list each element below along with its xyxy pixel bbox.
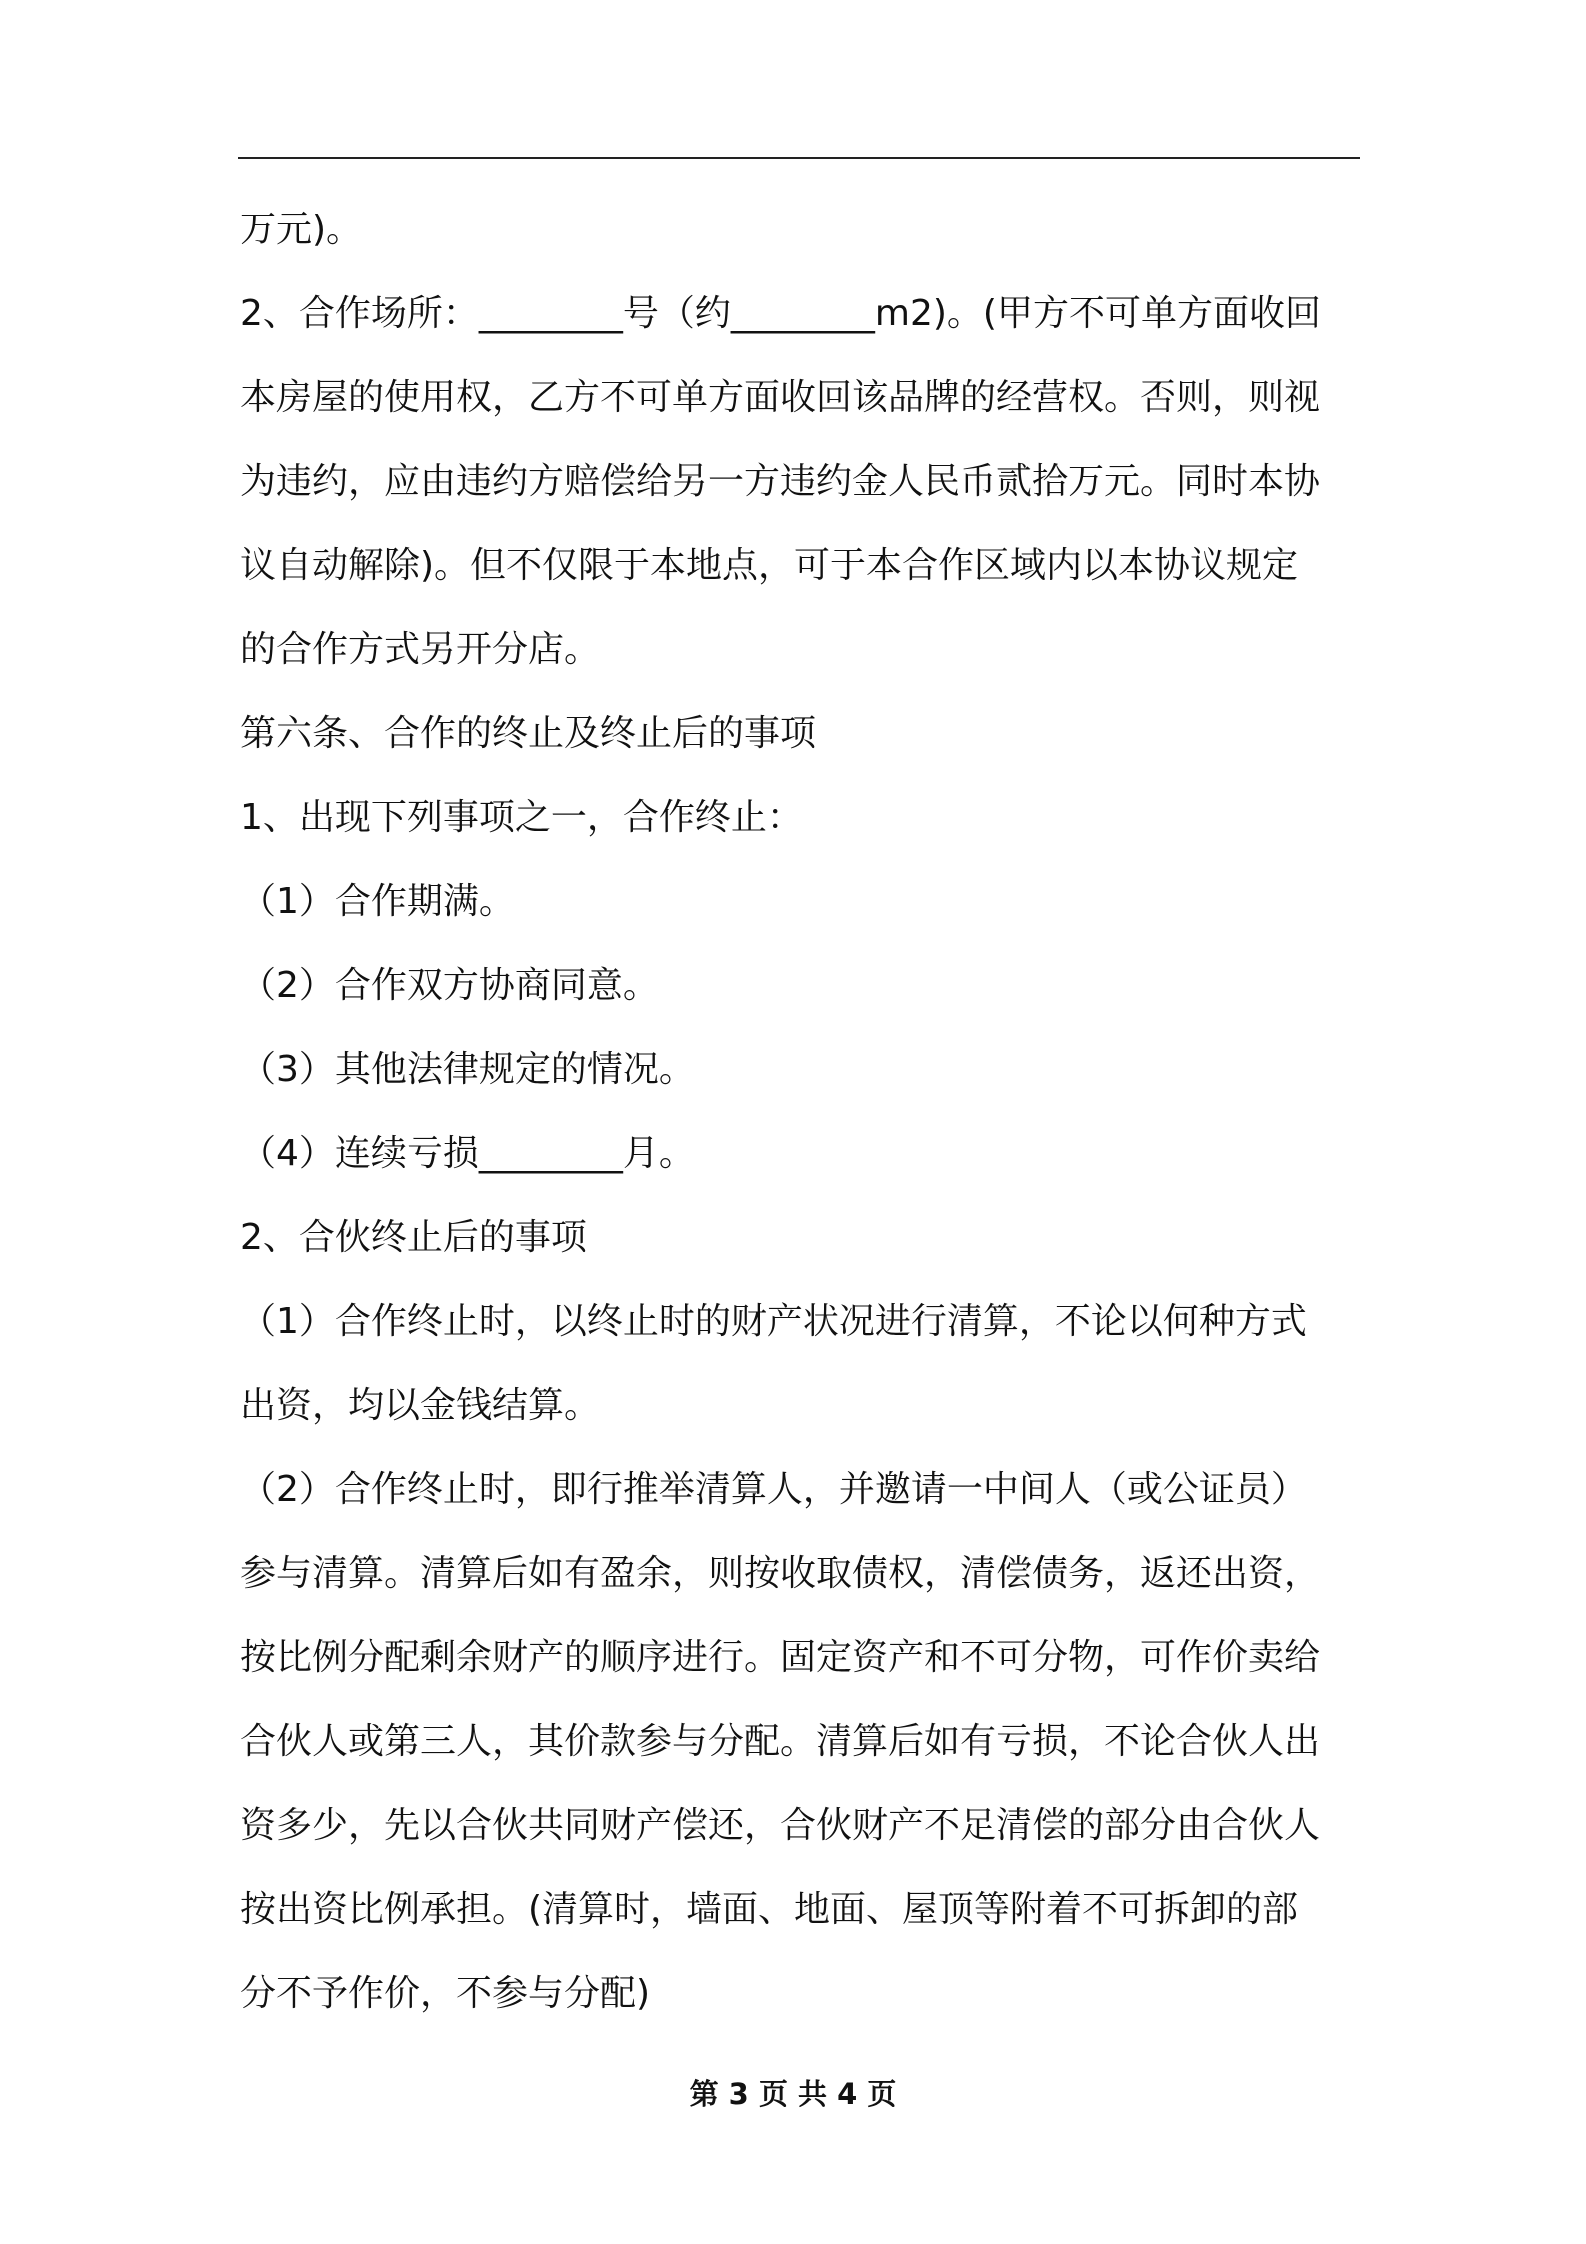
text-line: 2、合作场所：________号（约________m2)。(甲方不可单方面收回 [240, 293, 1321, 334]
list-item: （2）合作终止时，即行推举清算人，并邀请一中间人（或公证员） [240, 1469, 1307, 1510]
list-item: （1）合作终止时，以终止时的财产状况进行清算，不论以何种方式 [240, 1301, 1307, 1342]
text-line: 议自动解除)。但不仅限于本地点，可于本合作区域内以本协议规定 [240, 545, 1299, 586]
list-item: （1）合作期满。 [240, 881, 515, 922]
list-item: （4）连续亏损________月。 [240, 1133, 695, 1174]
document-body [240, 196, 1360, 2044]
text-line: 按比例分配剩余财产的顺序进行。固定资产和不可分物，可作价卖给 [240, 1637, 1321, 1678]
section-heading: 第六条、合作的终止及终止后的事项 [240, 713, 817, 754]
text-line: 按出资比例承担。(清算时，墙面、地面、屋顶等附着不可拆卸的部 [240, 1889, 1299, 1930]
text-line: 本房屋的使用权，乙方不可单方面收回该品牌的经营权。否则，则视 [240, 377, 1321, 418]
text-line: 资多少，先以合伙共同财产偿还，合伙财产不足清偿的部分由合伙人 [240, 1805, 1321, 1846]
text-line: 出资，均以金钱结算。 [240, 1385, 601, 1426]
text-line: 2、合伙终止后的事项 [240, 1217, 587, 1258]
text-line: 的合作方式另开分店。 [240, 629, 601, 670]
text-line: 参与清算。清算后如有盈余，则按收取债权，清偿债务，返还出资， [240, 1553, 1321, 1594]
list-item: （3）其他法律规定的情况。 [240, 1049, 695, 1090]
list-item: （2）合作双方协商同意。 [240, 965, 659, 1006]
text-line: 万元)。 [240, 209, 363, 250]
text-line: 1、出现下列事项之一，合作终止： [240, 797, 803, 838]
header-rule [238, 157, 1360, 159]
text-line: 分不予作价，不参与分配) [240, 1973, 651, 2014]
text-line: 为违约，应由违约方赔偿给另一方违约金人民币贰拾万元。同时本协 [240, 461, 1321, 502]
page-number-footer: 第 3 页 共 4 页 [689, 2077, 897, 2111]
text-line: 合伙人或第三人，其价款参与分配。清算后如有亏损，不论合伙人出 [240, 1721, 1321, 1762]
